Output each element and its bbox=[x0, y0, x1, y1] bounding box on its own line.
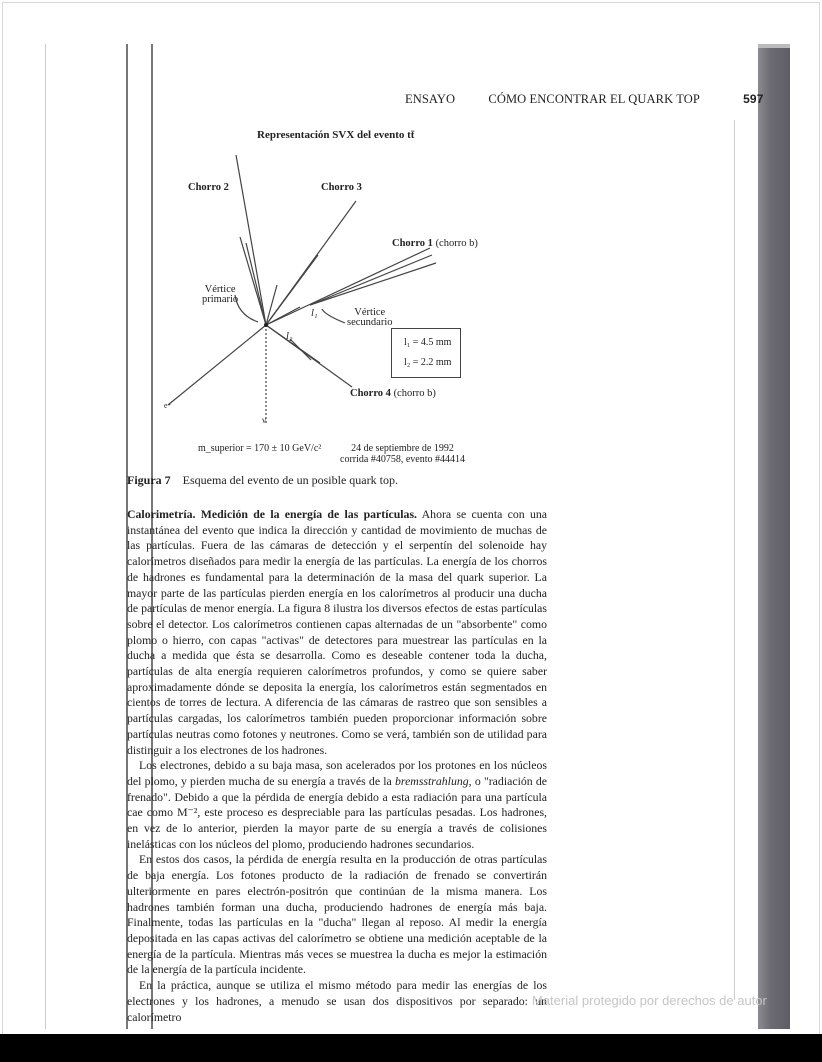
caption-label: Figura 7 bbox=[127, 473, 171, 487]
header-section: ENSAYO bbox=[405, 92, 456, 106]
copyright-watermark: Material protegido por derechos de autor bbox=[532, 993, 767, 1008]
paragraph-2: Los electrones, debido a su baja masa, son acelerados por los protones en los núcleos del plomo, y pierden mucha de su energía a través de la bremsstrahlung, o "radiación de frenado". Debido a que la pérdida de energía debido a esta radiación para una partícula cae como M⁻², este proceso es despreciable para las partículas pesadas. Los hadrones, en vez de lo anterior, pierden la mayor parte de su energía a través de colisiones inelásticas con los núcleos del plomo, produciendo hadrones secundarios. bbox=[127, 758, 547, 851]
l1-value: l₁ = 4.5 mm bbox=[404, 337, 452, 348]
figure-caption bbox=[127, 473, 398, 488]
jet1-track bbox=[310, 255, 432, 305]
electron-label: e⁺ bbox=[164, 401, 172, 410]
jet4-label: Chorro 4 (chorro b) bbox=[350, 388, 436, 399]
jet1-label: Chorro 1 (chorro b) bbox=[392, 238, 478, 249]
jet3-track bbox=[266, 285, 277, 325]
decay-length-box bbox=[391, 328, 461, 378]
jet4-track bbox=[266, 325, 320, 363]
jet1-track bbox=[310, 263, 436, 305]
section-heading: Calorimetría. Medición de la energía de las partículas. bbox=[127, 507, 417, 521]
primary-vertex-label: Vértice primario bbox=[202, 284, 239, 305]
neutrino-label: ν bbox=[262, 415, 267, 425]
caption-text: Esquema del evento de un posible quark top. bbox=[182, 473, 398, 487]
page-number: 597 bbox=[743, 92, 764, 106]
figure-title: Representación SVX del evento tt̄ bbox=[257, 129, 415, 141]
viewer-bottom-bar bbox=[0, 1034, 822, 1062]
running-header bbox=[405, 92, 763, 107]
electron-track bbox=[168, 325, 266, 405]
event-date: 24 de septiembre de 1992 bbox=[351, 443, 454, 454]
page-edge-highlight bbox=[758, 44, 790, 48]
l2-label: l₂ bbox=[286, 331, 293, 342]
paragraph-4: En la práctica, aunque se utiliza el mismo método para medir las energías de los electrones y los hadrones, a menudo se usan dos dispositivos por separado: un calorímetro bbox=[127, 978, 547, 1024]
jet2-label: Chorro 2 bbox=[188, 182, 229, 193]
secondary-vertex-arrow bbox=[322, 309, 345, 323]
jet3-label: Chorro 3 bbox=[321, 182, 362, 193]
right-margin-line bbox=[734, 120, 735, 1000]
figure-7 bbox=[140, 125, 540, 470]
event-info bbox=[340, 443, 465, 465]
l2-value: l₂ = 2.2 mm bbox=[404, 357, 452, 368]
left-margin-line bbox=[45, 44, 46, 1029]
secondary-vertex-label: Vértice secundario bbox=[347, 307, 393, 328]
jet2-track bbox=[246, 243, 266, 325]
primary-vertex-arrow bbox=[235, 295, 258, 322]
header-title: CÓMO ENCONTRAR EL QUARK TOP bbox=[488, 92, 700, 106]
short-track bbox=[266, 307, 300, 325]
top-mass: m_superior = 170 ± 10 GeV/c² bbox=[198, 443, 322, 454]
l1-label: l₁ bbox=[311, 308, 318, 319]
event-run: corrida #40758, evento #44414 bbox=[340, 454, 465, 465]
page-edge-shadow bbox=[758, 44, 790, 1029]
primary-vertex bbox=[264, 323, 268, 327]
body-text bbox=[127, 507, 547, 1025]
paragraph-3: En estos dos casos, la pérdida de energía resulta en la producción de otras partículas de baja energía. Los fotones producto de la radiación de frenado se convertirán ulteriormente en pares electrón-positrón que continúan de la misma manera. Los hadrones también forman una ducha, produciendo hadrones de energía más baja. Finalmente, todas las partículas en la "ducha" llegan al reposo. Al medir la energía depositada en las capas activas del calorímetro se obtiene una medición aceptable de la energía de la partícula. Mientras más veces se muestrea la ducha es mejor la estimación de la energía de la partícula incidente. bbox=[127, 852, 547, 977]
event-diagram bbox=[140, 125, 540, 470]
jet4-track bbox=[290, 339, 311, 360]
paragraph-1: Calorimetría. Medición de la energía de las partículas. Ahora se cuenta con una instantánea del evento que indica la dirección y cantidad de movimiento de muchas de las partículas. Fuera de las cámaras de detección y el serpentín del solenoide hay calorímetros diseñados para medir la energía de las partículas. La energía de los chorros de hadrones es fundamental para la determinación de la masa del quark superior. La mayor parte de las partículas pierden energía en los calorímetros al producir una ducha de partículas de menor energía. La figura 8 ilustra los diversos efectos de estas partículas sobre el detector. Los calorímetros contienen capas alternadas de un "absorbente" como plomo o hierro, con capas "activas" de detectores para muestrear las partículas en la ducha a medida que ésta se desarrolla. Como es deseable contener toda la ducha, partículas de alta energía requieren calorímetros profundos, y como se quiere saber aproximadamente dónde se deposita la energía, los calorímetros están segmentados en cientos de torres de lectura. A diferencia de las cámaras de rastreo que son sensibles a partículas cargadas, los calorímetros también pueden proporcionar información sobre partículas neutras como fotones y neutrones. Como se verá, también son de utilidad para distinguir a los electrones de los hadrones. bbox=[127, 507, 547, 757]
